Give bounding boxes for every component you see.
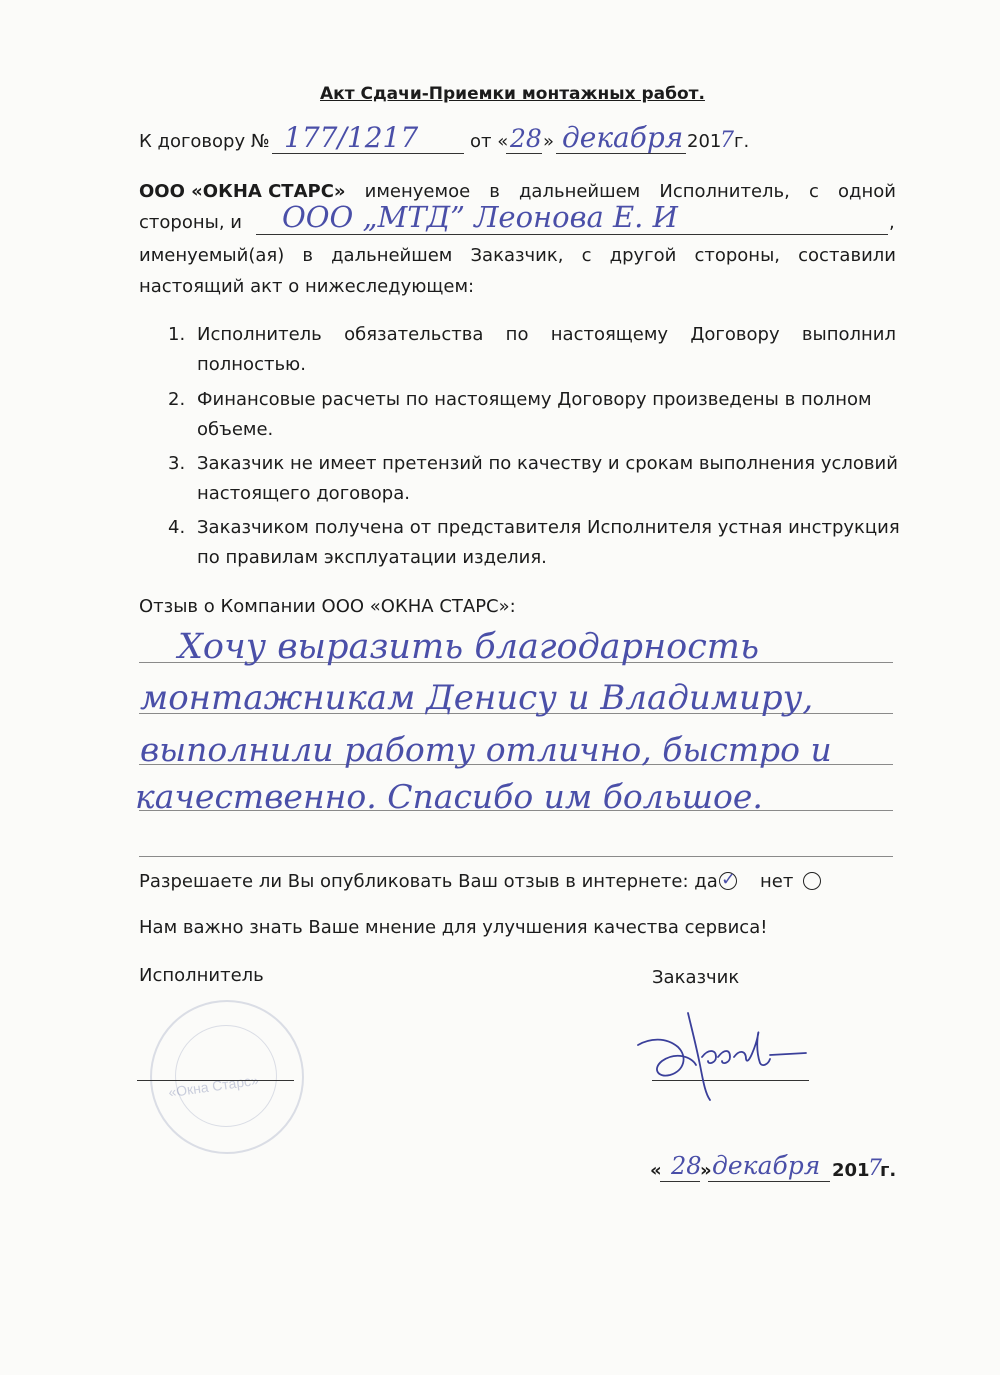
contract-day-line	[506, 153, 542, 154]
intro-line-3: именуемый(ая) в дальнейшем Заказчик, с другой стороны, составили	[139, 245, 896, 266]
review-text-4: качественно. Спасибо им большое.	[135, 777, 763, 816]
service-notice: Нам важно знать Ваше мнение для улучшения качества сервиса!	[139, 917, 768, 938]
intro-line-1: ООО «ОКНА СТАРС» именуемое в дальнейшем Исполнитель, с одной	[139, 181, 896, 202]
document-title: Акт Сдачи-Приемки монтажных работ.	[320, 84, 705, 104]
item-1-number: 1.	[168, 324, 186, 345]
item-3-line-1: Заказчик не имеет претензий по качеству и срокам выполнения условий	[197, 453, 898, 474]
review-text-2: монтажникам Денису и Владимиру,	[140, 678, 814, 718]
check-mark-icon: ✓	[721, 869, 737, 890]
date-month: декабря	[712, 1151, 821, 1180]
contract-year-digit: 7	[720, 128, 734, 153]
contract-day: 28	[510, 124, 542, 153]
review-text-3: выполнили работу отлично, быстро и	[140, 730, 832, 769]
item-1-line-1: Исполнитель обязательства по настоящему Договору выполнил	[197, 324, 896, 345]
item-2-line-1: Финансовые расчеты по настоящему Договору произведены в полном	[197, 389, 872, 410]
date-close-quote: »	[700, 1160, 712, 1181]
customer-name-line	[256, 234, 888, 235]
item-4-line-2: по правилам эксплуатации изделия.	[197, 547, 547, 568]
date-open-quote: «	[650, 1160, 662, 1181]
publish-no-label: нет	[760, 871, 794, 892]
contract-from-label: от «	[470, 131, 509, 152]
customer-signature	[630, 1005, 810, 1105]
customer-name: ООО „МТД” Леонова Е. И	[282, 200, 678, 234]
review-line-5	[139, 856, 893, 857]
executor-signature-line	[137, 1080, 294, 1081]
date-month-line	[708, 1181, 830, 1182]
intro-line-2-prefix: стороны, и	[139, 212, 242, 233]
item-2-line-2: объеме.	[197, 419, 274, 440]
contract-year-prefix: 201	[687, 131, 722, 152]
publish-no-radio[interactable]	[803, 872, 821, 890]
stamp-text: «Окна Старс»	[167, 1071, 260, 1101]
item-1-line-2: полностью.	[197, 354, 306, 375]
contract-year-suffix: г.	[734, 131, 750, 152]
company-name: ООО «ОКНА СТАРС»	[139, 181, 346, 202]
review-label: Отзыв о Компании ООО «ОКНА СТАРС»:	[139, 596, 516, 617]
date-year-digit: 7	[868, 1156, 882, 1181]
contract-prefix: К договору №	[139, 131, 270, 152]
intro-line-2-end: ,	[889, 212, 895, 233]
executor-label: Исполнитель	[139, 965, 264, 986]
review-text-1: Хочу выразить благодарность	[178, 627, 760, 667]
item-4-number: 4.	[168, 517, 186, 538]
date-day-line	[660, 1181, 700, 1182]
contract-quote-close: »	[543, 131, 555, 152]
publish-question: Разрешаете ли Вы опубликовать Ваш отзыв в интернете: да	[139, 871, 718, 892]
date-year-prefix: 201	[832, 1160, 870, 1181]
date-day: 28	[671, 1152, 702, 1180]
item-3-line-2: настоящего договора.	[197, 483, 410, 504]
date-year-suffix: г.	[880, 1160, 897, 1181]
item-4-line-1: Заказчиком получена от представителя Исполнителя устная инструкция	[197, 517, 900, 538]
item-2-number: 2.	[168, 389, 186, 410]
item-3-number: 3.	[168, 453, 186, 474]
contract-month: декабря	[562, 121, 684, 154]
contract-number: 177/1217	[284, 121, 419, 154]
customer-label: Заказчик	[652, 967, 740, 988]
intro-line-4: настоящий акт о нижеследующем:	[139, 276, 475, 297]
